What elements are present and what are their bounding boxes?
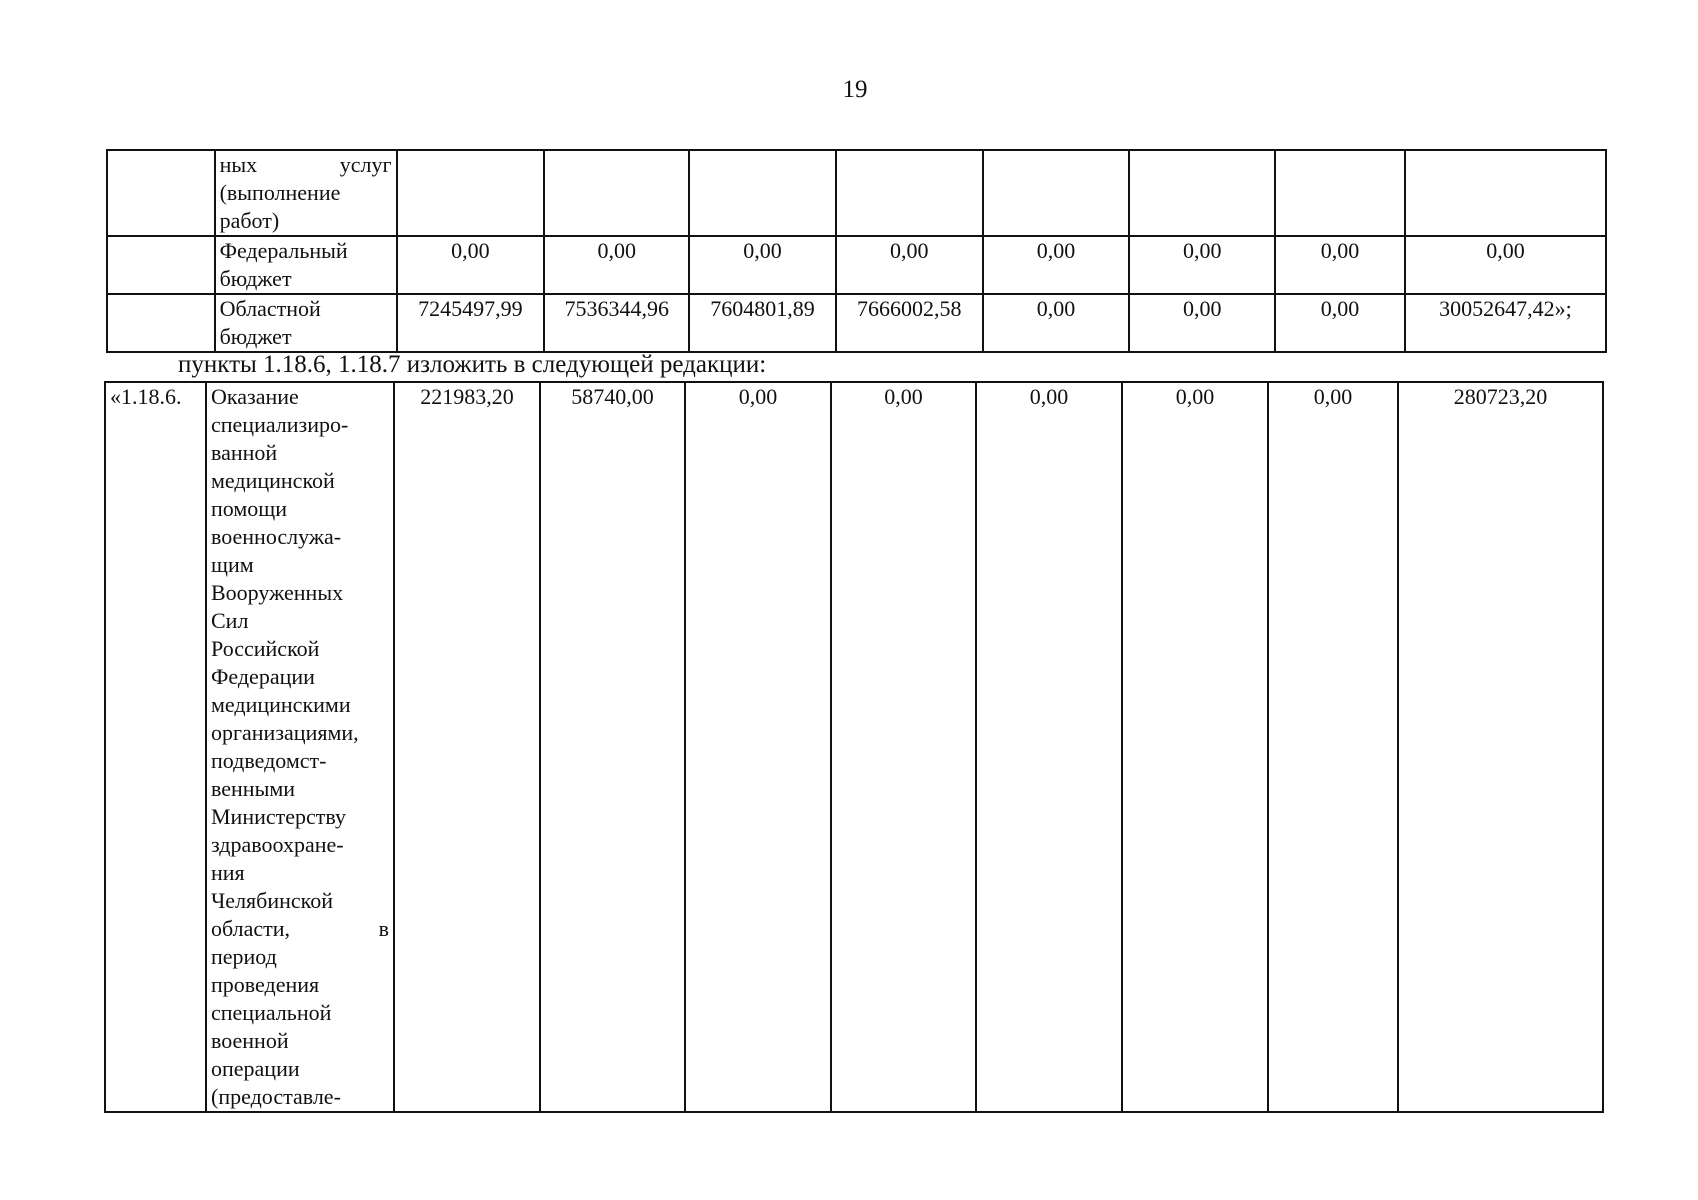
label-line: Федеральный xyxy=(219,238,348,263)
page-number: 19 xyxy=(842,76,868,103)
value-cell: 7245497,99 xyxy=(397,294,545,352)
value-cell: 0,00 xyxy=(831,382,976,1112)
value-cell: 0,00 xyxy=(976,382,1122,1112)
row-code xyxy=(107,236,215,294)
label-line: организациями, xyxy=(211,720,359,745)
value-cell: 0,00 xyxy=(1275,294,1405,352)
value-cell: 0,00 xyxy=(1122,382,1268,1112)
row-label xyxy=(215,150,397,236)
label-line: ванной xyxy=(211,440,278,465)
label-line: Министерству xyxy=(211,804,347,829)
item-code: «1.18.6. xyxy=(105,382,206,1112)
value-cell: 0,00 xyxy=(1268,382,1398,1112)
value-cell xyxy=(836,150,983,236)
value-cell: 0,00 xyxy=(1129,236,1275,294)
value-cell: 280723,20 xyxy=(1398,382,1603,1112)
value-cell: 0,00 xyxy=(544,236,689,294)
label-line: военной xyxy=(211,1028,289,1053)
value-cell: 0,00 xyxy=(983,294,1130,352)
row-label xyxy=(215,294,397,352)
label-line: проведения xyxy=(211,972,320,997)
value-cell xyxy=(1405,150,1606,236)
label-line: подведомст- xyxy=(211,748,327,773)
label-line: работ) xyxy=(219,208,280,233)
label-line: бюджет xyxy=(219,266,292,291)
label-line: Вооруженных xyxy=(211,580,344,605)
label-line: Оказание xyxy=(211,384,299,409)
label-line: Областной xyxy=(219,296,321,321)
value-cell: 0,00 xyxy=(1129,294,1275,352)
budget-table-item xyxy=(104,381,1604,1113)
label-line: Федерации xyxy=(211,664,315,689)
instruction-text: пункты 1.18.6, 1.18.7 изложить в следующей редакции: xyxy=(178,351,767,378)
label-line: помощи xyxy=(211,496,287,521)
label-line: военнослужа- xyxy=(211,524,342,549)
label-line: (предоставле- xyxy=(211,1084,341,1109)
label-line: (выполнение xyxy=(219,180,341,205)
row-code xyxy=(107,294,215,352)
label-line: Сил xyxy=(211,608,249,633)
label-line: бюджет xyxy=(219,324,292,349)
value-cell xyxy=(1129,150,1275,236)
value-cell: 221983,20 xyxy=(394,382,540,1112)
row-code xyxy=(107,150,215,236)
label-line: Челябинской xyxy=(211,888,334,913)
label-line: Российской xyxy=(211,636,320,661)
value-cell: 0,00 xyxy=(1275,236,1405,294)
value-cell xyxy=(983,150,1130,236)
table-row xyxy=(107,294,1606,352)
value-cell: 7604801,89 xyxy=(689,294,836,352)
label-line: щим xyxy=(211,552,254,577)
value-cell: 58740,00 xyxy=(540,382,685,1112)
value-cell: 7666002,58 xyxy=(836,294,983,352)
value-cell xyxy=(1275,150,1405,236)
value-cell: 0,00 xyxy=(689,236,836,294)
row-label xyxy=(215,236,397,294)
label-line: венными xyxy=(211,776,296,801)
table-row xyxy=(107,150,1606,236)
label-line: области, в xyxy=(211,916,389,941)
label-line: ния xyxy=(211,860,245,885)
label-line: специальной xyxy=(211,1000,332,1025)
value-cell: 0,00 xyxy=(685,382,831,1112)
label-line: здравоохране- xyxy=(211,832,344,857)
budget-table-continued xyxy=(106,149,1607,353)
item-label xyxy=(206,382,394,1112)
value-cell xyxy=(544,150,689,236)
value-cell: 0,00 xyxy=(1405,236,1606,294)
label-line: ных услуг xyxy=(219,152,392,177)
value-cell: 7536344,96 xyxy=(544,294,689,352)
label-line: период xyxy=(211,944,277,969)
value-cell: 0,00 xyxy=(397,236,545,294)
value-cell: 0,00 xyxy=(836,236,983,294)
value-cell: 30052647,42»; xyxy=(1405,294,1606,352)
label-line: операции xyxy=(211,1056,300,1081)
label-line: медицинской xyxy=(211,468,335,493)
label-line: медицинскими xyxy=(211,692,351,717)
table-row xyxy=(105,382,1603,1112)
label-line: специализиро- xyxy=(211,412,349,437)
value-cell: 0,00 xyxy=(983,236,1130,294)
table-row xyxy=(107,236,1606,294)
value-cell xyxy=(397,150,545,236)
value-cell xyxy=(689,150,836,236)
